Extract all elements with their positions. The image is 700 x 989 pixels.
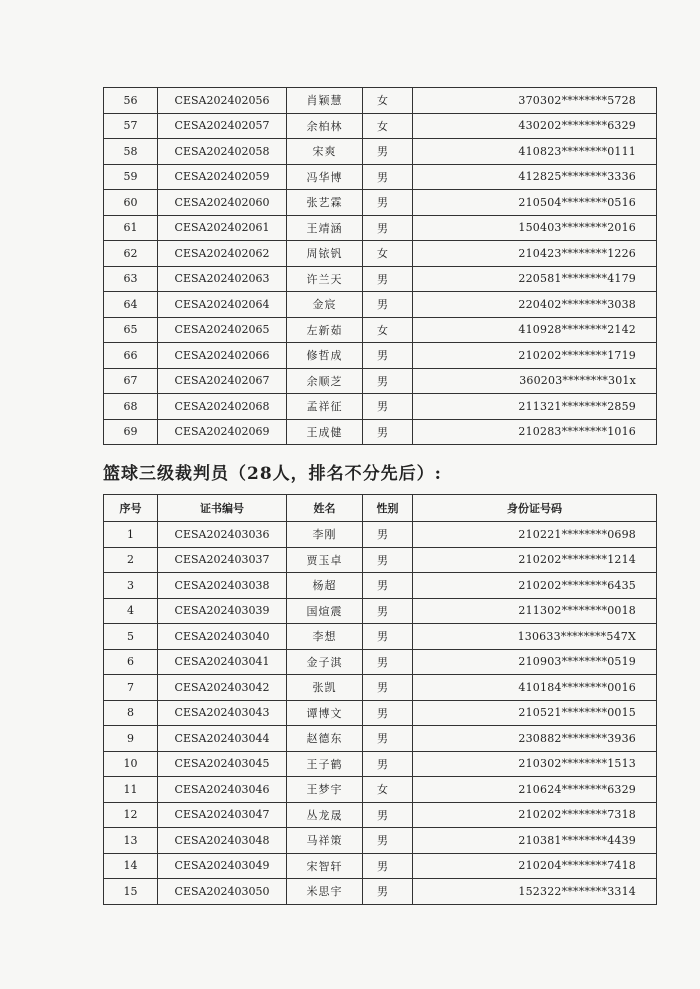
cell-no: 9 bbox=[104, 726, 158, 752]
cell-no: 13 bbox=[104, 828, 158, 854]
cell-id-number: 220402********3038 bbox=[413, 292, 657, 318]
cell-no: 57 bbox=[104, 113, 158, 139]
cell-cert-number: CESA202403043 bbox=[158, 700, 287, 726]
cell-no: 2 bbox=[104, 547, 158, 573]
table-row bbox=[104, 266, 657, 292]
table-row bbox=[104, 343, 657, 369]
cell-name: 余顺芝 bbox=[287, 368, 363, 394]
cell-id-number: 430202********6329 bbox=[413, 113, 657, 139]
cell-gender: 男 bbox=[363, 879, 413, 905]
cell-cert-number: CESA202402057 bbox=[158, 113, 287, 139]
cell-cert-number: CESA202402063 bbox=[158, 266, 287, 292]
cell-gender: 男 bbox=[363, 215, 413, 241]
cell-name: 周铱钒 bbox=[287, 241, 363, 267]
cell-no: 63 bbox=[104, 266, 158, 292]
cell-cert-number: CESA202402059 bbox=[158, 164, 287, 190]
cell-no: 4 bbox=[104, 598, 158, 624]
cell-cert-number: CESA202403041 bbox=[158, 649, 287, 675]
cell-id-number: 211321********2859 bbox=[413, 394, 657, 420]
cell-no: 1 bbox=[104, 522, 158, 548]
cell-gender: 女 bbox=[363, 113, 413, 139]
table-row bbox=[104, 700, 657, 726]
cell-cert-number: CESA202403048 bbox=[158, 828, 287, 854]
cell-cert-number: CESA202403046 bbox=[158, 777, 287, 803]
cell-no: 3 bbox=[104, 573, 158, 599]
cell-id-number: 210204********7418 bbox=[413, 853, 657, 879]
cell-gender: 女 bbox=[363, 777, 413, 803]
cell-name: 张凯 bbox=[287, 675, 363, 701]
cell-id-number: 230882********3936 bbox=[413, 726, 657, 752]
cell-name: 宋爽 bbox=[287, 139, 363, 165]
cell-gender: 男 bbox=[363, 139, 413, 165]
cell-cert-number: CESA202402061 bbox=[158, 215, 287, 241]
cell-name: 王成健 bbox=[287, 419, 363, 445]
cell-cert-number: CESA202403047 bbox=[158, 802, 287, 828]
table-row bbox=[104, 317, 657, 343]
cell-name: 谭博文 bbox=[287, 700, 363, 726]
cell-gender: 男 bbox=[363, 675, 413, 701]
cell-cert-number: CESA202402064 bbox=[158, 292, 287, 318]
table-row bbox=[104, 522, 657, 548]
cell-gender: 男 bbox=[363, 522, 413, 548]
cell-no: 58 bbox=[104, 139, 158, 165]
table-row bbox=[104, 751, 657, 777]
table-row bbox=[104, 777, 657, 803]
header-gender: 性别 bbox=[363, 495, 413, 522]
cell-cert-number: CESA202403040 bbox=[158, 624, 287, 650]
header-no: 序号 bbox=[104, 495, 158, 522]
cell-id-number: 210302********1513 bbox=[413, 751, 657, 777]
cell-name: 金子淇 bbox=[287, 649, 363, 675]
header-id: 身份证号码 bbox=[413, 495, 657, 522]
cell-no: 60 bbox=[104, 190, 158, 216]
cell-cert-number: CESA202402066 bbox=[158, 343, 287, 369]
cell-cert-number: CESA202403049 bbox=[158, 853, 287, 879]
cell-id-number: 412825********3336 bbox=[413, 164, 657, 190]
cell-name: 国煊震 bbox=[287, 598, 363, 624]
cell-gender: 男 bbox=[363, 700, 413, 726]
basketball-level3-referee-table-body bbox=[104, 522, 657, 905]
cell-gender: 男 bbox=[363, 394, 413, 420]
cell-id-number: 210381********4439 bbox=[413, 828, 657, 854]
cell-name: 冯华博 bbox=[287, 164, 363, 190]
cell-id-number: 210221********0698 bbox=[413, 522, 657, 548]
cell-gender: 男 bbox=[363, 368, 413, 394]
cell-id-number: 360203********301x bbox=[413, 368, 657, 394]
cell-cert-number: CESA202403045 bbox=[158, 751, 287, 777]
cell-cert-number: CESA202403042 bbox=[158, 675, 287, 701]
cell-name: 李刚 bbox=[287, 522, 363, 548]
cell-cert-number: CESA202402062 bbox=[158, 241, 287, 267]
cell-id-number: 150403********2016 bbox=[413, 215, 657, 241]
cell-name: 修哲成 bbox=[287, 343, 363, 369]
section-heading-basketball-level3: 篮球三级裁判员（28人，排名不分先后）: bbox=[103, 464, 442, 484]
cell-name: 左新茹 bbox=[287, 317, 363, 343]
table-row bbox=[104, 624, 657, 650]
cell-id-number: 210202********1214 bbox=[413, 547, 657, 573]
cell-gender: 女 bbox=[363, 317, 413, 343]
cell-gender: 男 bbox=[363, 598, 413, 624]
cell-no: 10 bbox=[104, 751, 158, 777]
cell-cert-number: CESA202402056 bbox=[158, 88, 287, 114]
cell-cert-number: CESA202403050 bbox=[158, 879, 287, 905]
cell-gender: 男 bbox=[363, 649, 413, 675]
cell-name: 孟祥征 bbox=[287, 394, 363, 420]
table-row bbox=[104, 853, 657, 879]
cell-name: 许兰天 bbox=[287, 266, 363, 292]
table-row bbox=[104, 828, 657, 854]
table-row bbox=[104, 88, 657, 114]
cell-cert-number: CESA202402060 bbox=[158, 190, 287, 216]
cell-cert-number: CESA202403037 bbox=[158, 547, 287, 573]
cell-name: 张艺霖 bbox=[287, 190, 363, 216]
cell-id-number: 210202********7318 bbox=[413, 802, 657, 828]
cell-id-number: 370302********5728 bbox=[413, 88, 657, 114]
cell-gender: 男 bbox=[363, 547, 413, 573]
cell-id-number: 210202********1719 bbox=[413, 343, 657, 369]
cell-no: 14 bbox=[104, 853, 158, 879]
table-row bbox=[104, 547, 657, 573]
cell-gender: 女 bbox=[363, 88, 413, 114]
cell-cert-number: CESA202402067 bbox=[158, 368, 287, 394]
cell-cert-number: CESA202402058 bbox=[158, 139, 287, 165]
cell-no: 69 bbox=[104, 419, 158, 445]
cell-no: 67 bbox=[104, 368, 158, 394]
cell-no: 6 bbox=[104, 649, 158, 675]
cell-id-number: 210903********0519 bbox=[413, 649, 657, 675]
cell-gender: 男 bbox=[363, 624, 413, 650]
cell-gender: 男 bbox=[363, 828, 413, 854]
cell-id-number: 410184********0016 bbox=[413, 675, 657, 701]
table-row bbox=[104, 726, 657, 752]
table-row bbox=[104, 675, 657, 701]
cell-id-number: 211302********0018 bbox=[413, 598, 657, 624]
cell-gender: 男 bbox=[363, 726, 413, 752]
table-row bbox=[104, 139, 657, 165]
header-cert: 证书编号 bbox=[158, 495, 287, 522]
cell-cert-number: CESA202402065 bbox=[158, 317, 287, 343]
cell-no: 66 bbox=[104, 343, 158, 369]
cell-no: 8 bbox=[104, 700, 158, 726]
cell-gender: 男 bbox=[363, 292, 413, 318]
cell-name: 丛龙晟 bbox=[287, 802, 363, 828]
cell-no: 5 bbox=[104, 624, 158, 650]
cell-gender: 男 bbox=[363, 573, 413, 599]
cell-name: 王靖涵 bbox=[287, 215, 363, 241]
cell-gender: 男 bbox=[363, 190, 413, 216]
basketball-level3-referee-table bbox=[103, 494, 657, 905]
cell-gender: 男 bbox=[363, 853, 413, 879]
table-header-row bbox=[104, 495, 657, 522]
cell-name: 宋智轩 bbox=[287, 853, 363, 879]
table-row bbox=[104, 292, 657, 318]
cell-cert-number: CESA202403044 bbox=[158, 726, 287, 752]
cell-id-number: 210504********0516 bbox=[413, 190, 657, 216]
cell-cert-number: CESA202403039 bbox=[158, 598, 287, 624]
referee-table-continued bbox=[103, 87, 657, 445]
cell-gender: 女 bbox=[363, 241, 413, 267]
cell-cert-number: CESA202402068 bbox=[158, 394, 287, 420]
cell-gender: 男 bbox=[363, 266, 413, 292]
table-row bbox=[104, 394, 657, 420]
cell-id-number: 210423********1226 bbox=[413, 241, 657, 267]
cell-id-number: 410928********2142 bbox=[413, 317, 657, 343]
table-row bbox=[104, 113, 657, 139]
cell-name: 马祥策 bbox=[287, 828, 363, 854]
cell-no: 65 bbox=[104, 317, 158, 343]
cell-name: 赵德东 bbox=[287, 726, 363, 752]
cell-id-number: 410823********0111 bbox=[413, 139, 657, 165]
cell-name: 贾玉卓 bbox=[287, 547, 363, 573]
cell-id-number: 210521********0015 bbox=[413, 700, 657, 726]
table-row bbox=[104, 573, 657, 599]
cell-no: 12 bbox=[104, 802, 158, 828]
cell-no: 62 bbox=[104, 241, 158, 267]
table-row bbox=[104, 419, 657, 445]
cell-cert-number: CESA202403036 bbox=[158, 522, 287, 548]
header-name: 姓名 bbox=[287, 495, 363, 522]
cell-no: 56 bbox=[104, 88, 158, 114]
cell-id-number: 210283********1016 bbox=[413, 419, 657, 445]
cell-name: 王梦宇 bbox=[287, 777, 363, 803]
table-row bbox=[104, 164, 657, 190]
table-row bbox=[104, 368, 657, 394]
cell-no: 64 bbox=[104, 292, 158, 318]
referee-table-continued-body bbox=[104, 88, 657, 445]
cell-no: 68 bbox=[104, 394, 158, 420]
cell-no: 61 bbox=[104, 215, 158, 241]
cell-id-number: 152322********3314 bbox=[413, 879, 657, 905]
cell-no: 11 bbox=[104, 777, 158, 803]
cell-gender: 男 bbox=[363, 343, 413, 369]
table-row bbox=[104, 190, 657, 216]
cell-name: 王子鹤 bbox=[287, 751, 363, 777]
cell-id-number: 130633********547X bbox=[413, 624, 657, 650]
cell-no: 7 bbox=[104, 675, 158, 701]
cell-name: 金宸 bbox=[287, 292, 363, 318]
cell-no: 59 bbox=[104, 164, 158, 190]
table-row bbox=[104, 649, 657, 675]
cell-name: 余柏林 bbox=[287, 113, 363, 139]
cell-name: 李想 bbox=[287, 624, 363, 650]
cell-name: 杨超 bbox=[287, 573, 363, 599]
cell-gender: 男 bbox=[363, 802, 413, 828]
cell-gender: 男 bbox=[363, 419, 413, 445]
cell-id-number: 210624********6329 bbox=[413, 777, 657, 803]
table-row bbox=[104, 802, 657, 828]
cell-cert-number: CESA202402069 bbox=[158, 419, 287, 445]
cell-gender: 男 bbox=[363, 164, 413, 190]
cell-name: 肖颖慧 bbox=[287, 88, 363, 114]
cell-id-number: 210202********6435 bbox=[413, 573, 657, 599]
cell-no: 15 bbox=[104, 879, 158, 905]
table-row bbox=[104, 598, 657, 624]
table-row bbox=[104, 879, 657, 905]
cell-gender: 男 bbox=[363, 751, 413, 777]
table-row bbox=[104, 241, 657, 267]
table-row bbox=[104, 215, 657, 241]
cell-id-number: 220581********4179 bbox=[413, 266, 657, 292]
cell-cert-number: CESA202403038 bbox=[158, 573, 287, 599]
cell-name: 米思宇 bbox=[287, 879, 363, 905]
